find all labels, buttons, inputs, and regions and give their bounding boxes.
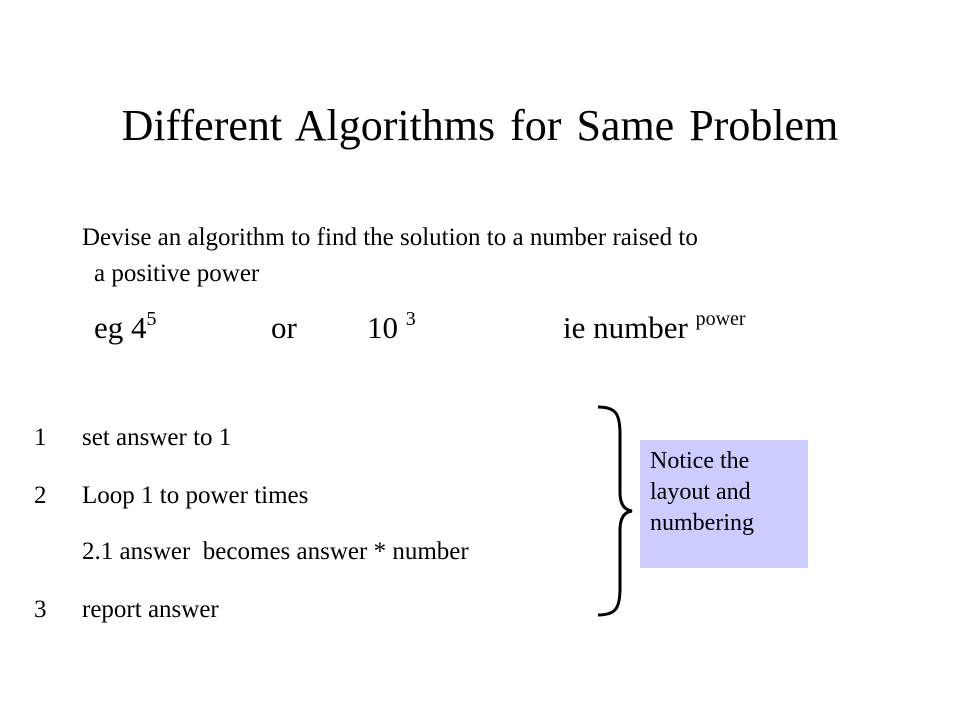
step-text: report answer <box>82 596 219 623</box>
example-first-exponent: 5 <box>146 308 157 330</box>
slide-title: Different Algorithms for Same Problem <box>121 101 839 150</box>
step-number: 3 <box>34 596 47 623</box>
problem-statement <box>82 220 872 292</box>
example-second-exponent: 3 <box>405 308 416 330</box>
callout-note <box>640 440 808 568</box>
example-connector: or <box>271 310 297 345</box>
problem-line-2: a positive power <box>94 260 260 287</box>
example-first-base: eg 4 <box>94 310 147 345</box>
step-text: set answer to 1 <box>82 424 232 451</box>
step-text: Loop 1 to power times <box>82 482 309 509</box>
example-first <box>94 306 157 354</box>
example-second-base: 10 <box>367 310 398 345</box>
example-general-base: ie number <box>563 310 688 345</box>
problem-line-1: Devise an algorithm to find the solution to a number raised to <box>82 224 698 251</box>
example-general <box>563 306 746 354</box>
right-brace-icon <box>596 404 636 618</box>
callout-line: numbering <box>650 510 754 536</box>
callout-line: Notice the <box>650 448 750 474</box>
example-general-exponent: power <box>695 308 746 330</box>
step-number: 2 <box>34 482 47 509</box>
callout-line: layout and <box>650 479 751 505</box>
step-number: 1 <box>34 424 47 451</box>
example-second <box>367 306 416 354</box>
step-text: 2.1 answer becomes answer * number <box>82 538 469 565</box>
